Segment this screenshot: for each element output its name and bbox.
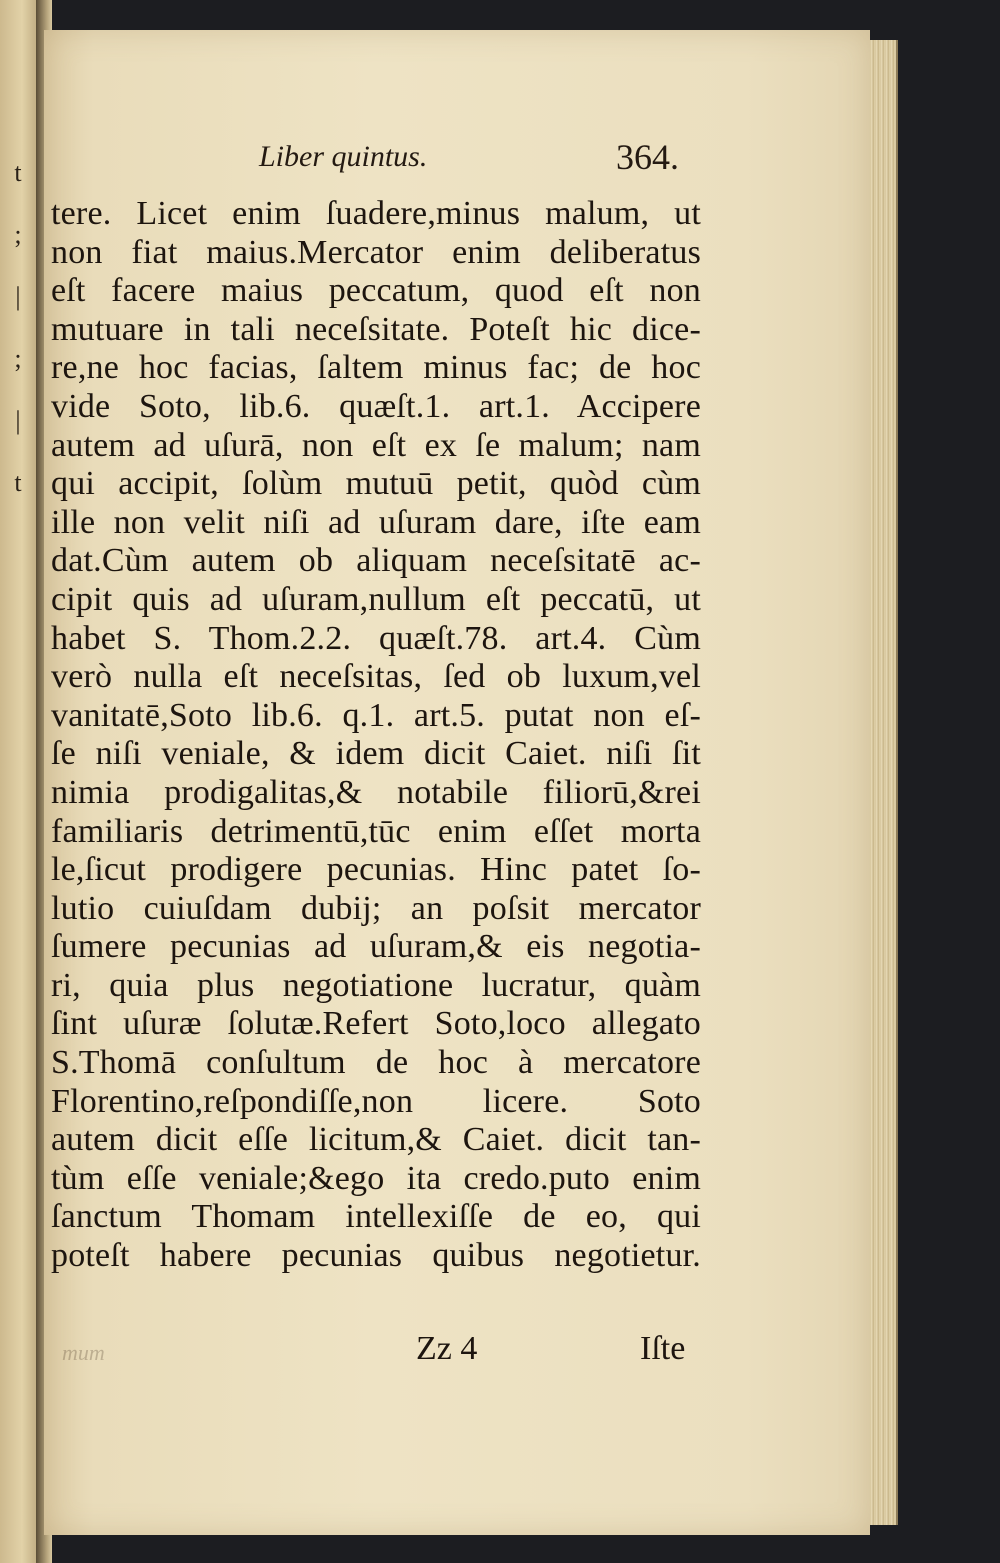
text-line: vanitatē,Soto lib.6. q.1. art.5. putat non eſ- bbox=[51, 696, 701, 734]
margin-mark: | bbox=[15, 282, 21, 311]
text-line: eſt facere maius peccatum, quod eſt non bbox=[51, 272, 701, 310]
page-block-edges bbox=[870, 40, 898, 1525]
text-line: ſe niſi veniale, & idem dicit Caiet. niſi ſit bbox=[51, 735, 701, 773]
text-line: ſint uſuræ ſolutæ.Refert Soto,loco allegato bbox=[51, 1005, 701, 1043]
text-line: Florentino,reſpondiſſe,non licere. Soto bbox=[51, 1082, 701, 1120]
text-line: dat.Cùm autem ob aliquam neceſsitatē ac- bbox=[51, 542, 701, 580]
text-line: autem ad uſurā, non eſt ex ſe malum; nam bbox=[51, 426, 701, 464]
text-line: S.Thomā conſultum de hoc à mercatore bbox=[51, 1044, 701, 1082]
text-line: non fiat maius.Mercator enim deliberatus bbox=[51, 233, 701, 271]
facing-page-margin-marks bbox=[4, 160, 32, 532]
margin-mark: | bbox=[15, 406, 21, 435]
signature-mark: Zz 4 bbox=[416, 1330, 478, 1367]
text-line: vide Soto, lib.6. quæſt.1. art.1. Accipere bbox=[51, 387, 701, 425]
text-line: verò nulla eſt neceſsitas, ſed ob luxum,vel bbox=[51, 658, 701, 696]
text-line: cipit quis ad uſuram,nullum eſt peccatū, ut bbox=[51, 580, 701, 618]
text-line: ri, quia plus negotiatione lucratur, quàm bbox=[51, 966, 701, 1004]
text-line: mutuare in tali neceſsitate. Poteſt hic dice- bbox=[51, 310, 701, 348]
text-line: poteſt habere pecunias quibus negotietur. bbox=[51, 1237, 701, 1275]
text-line: qui accipit, ſolùm mutuū petit, quòd cùm bbox=[51, 465, 701, 503]
text-line: tere. Licet enim ſuadere,minus malum, ut bbox=[51, 195, 701, 232]
text-line: ille non velit niſi ad uſuram dare, iſte eam bbox=[51, 503, 701, 541]
page-number: 364. bbox=[616, 137, 679, 177]
running-head bbox=[44, 137, 870, 190]
text-line: nimia prodigalitas,& notabile filiorū,&rei bbox=[51, 773, 701, 811]
catchword: Iſte bbox=[640, 1330, 686, 1367]
text-line: re,ne hoc facias, ſaltem minus fac; de hoc bbox=[51, 349, 701, 387]
body-text bbox=[51, 195, 701, 1276]
text-line: ſanctum Thomam intellexiſſe de eo, qui bbox=[51, 1198, 701, 1236]
text-line: ſumere pecunias ad uſuram,& eis negotia- bbox=[51, 928, 701, 966]
text-line: le,ſicut prodigere pecunias. Hinc patet ſo- bbox=[51, 851, 701, 889]
bleed-through-text: mum bbox=[62, 1340, 105, 1365]
margin-mark: ; bbox=[14, 220, 22, 249]
margin-mark: ; bbox=[14, 344, 22, 373]
text-line: tùm eſſe veniale;&ego ita credo.puto enim bbox=[51, 1159, 701, 1197]
text-line: lutio cuiuſdam dubij; an poſsit mercator bbox=[51, 889, 701, 927]
text-line: familiaris detrimentū,tūc enim eſſet morta bbox=[51, 812, 701, 850]
text-line: habet S. Thom.2.2. quæſt.78. art.4. Cùm bbox=[51, 619, 701, 657]
running-title: Liber quintus. bbox=[259, 140, 428, 173]
book-page bbox=[44, 30, 870, 1535]
text-line: autem dicit eſſe licitum,& Caiet. dicit tan- bbox=[51, 1121, 701, 1159]
margin-mark: t bbox=[14, 158, 22, 187]
margin-mark: t bbox=[14, 468, 22, 497]
